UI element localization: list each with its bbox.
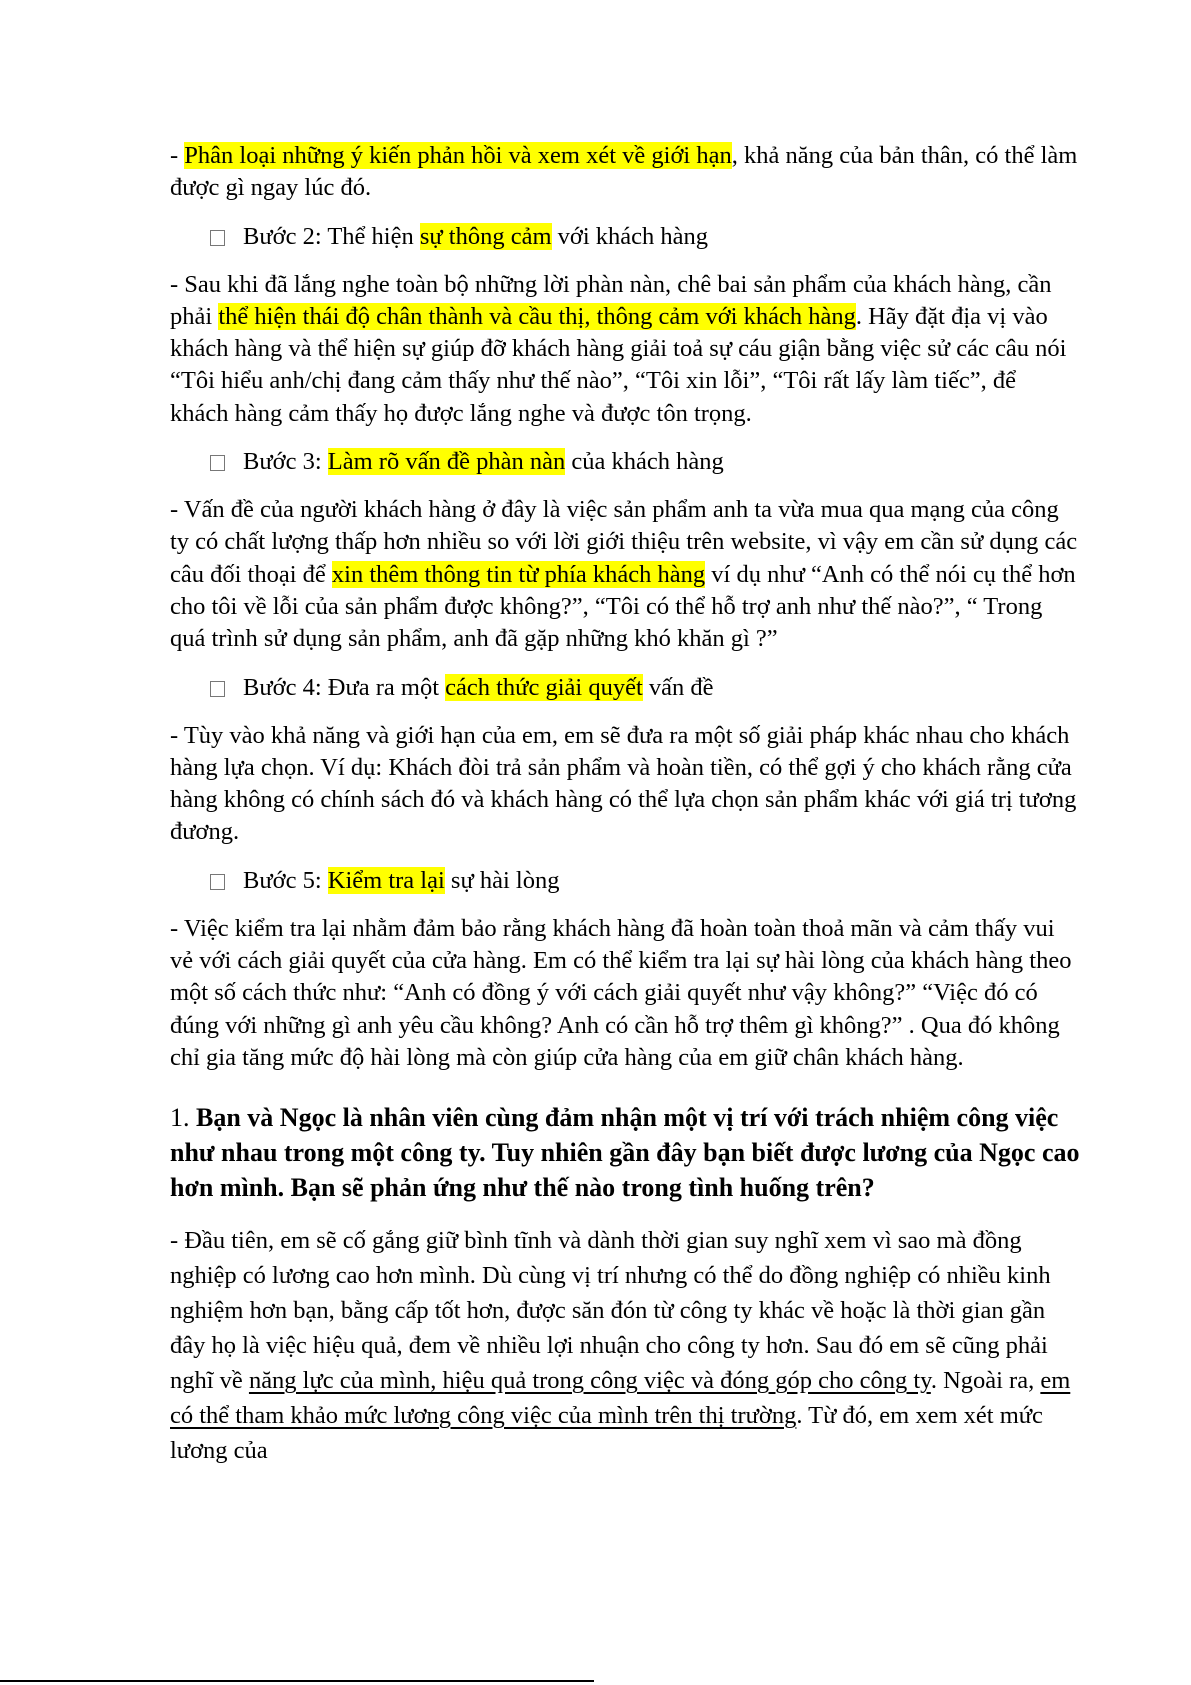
highlight-recheck: Kiểm tra lại [327,866,445,894]
highlight-sympathy: sự thông cảm [419,222,552,250]
highlight-classify-feedback: Phân loại những ý kiến phản hồi và xem xét về giới hạn [184,142,732,169]
paragraph-show-sympathy: - Sau khi đã lắng nghe toàn bộ những lời phàn nàn, chê bai sản phẩm của khách hàng, cần phải thể hiện thái độ chân thành và cầu thị, thông cảm với khách hàng. Hãy đặt địa vị vào khách hàng và thể hiện sự giúp đỡ khách hàng giải toả sự cáu giận bằng việc sử các câu nói “Tôi hiểu anh/chị đang cảm thấy như thế nào”, “Tôi xin lỗi”, “Tôi rất lấy làm tiếc”, để khách hàng cảm thấy họ được lắng nghe và được tôn trọng. [170,270,1067,427]
bullet-icon [210,681,225,697]
step-2-heading: Bước 2: Thể hiện sự thông cảm với khách hàng [170,221,1080,253]
question-text: Bạn và Ngọc là nhân viên cùng đảm nhận một vị trí với trách nhiệm công việc như nhau trong một công ty. Tuy nhiên gần đây bạn biết được lương của Ngọc cao hơn mình. Bạn sẽ phản ứng như thế nào trong tình huống trên? [170,1103,1080,1203]
highlight-clarify-complaint: Làm rõ vấn đề phàn nàn [327,448,566,476]
footnote-separator [0,1680,594,1682]
document-page [170,140,1080,1468]
step-3-heading: Bước 3: Làm rõ vấn đề phàn nàn của khách hàng [170,446,1080,478]
step-4-heading: Bước 4: Đưa ra một cách thức giải quyết vấn đề [170,672,1080,704]
paragraph-offer-solutions: - Tùy vào khả năng và giới hạn của em, em sẽ đưa ra một số giải pháp khác nhau cho khách hàng lựa chọn. Ví dụ: Khách đòi trả sản phẩm và hoàn tiền, có thể gợi ý cho khách rằng cửa hàng không có chính sách đó và khách hàng có thể lựa chọn sản phẩm khác với giá trị tương đương. [170,721,1077,846]
bullet-icon [210,455,225,471]
bullet-icon [210,874,225,890]
question-1 [170,1100,1080,1205]
step-5-heading: Bước 5: Kiểm tra lại sự hài lòng [170,865,1080,897]
highlight-resolution-method: cách thức giải quyết [445,673,643,701]
highlight-ask-more-info: xin thêm thông tin từ phía khách hàng [331,560,706,588]
highlight-sincere-attitude: thể hiện thái độ chân thành và cầu thị, thông cảm với khách hàng [218,302,856,330]
bullet-icon [210,230,225,246]
underline-own-ability: năng lực của mình, hiệu quả trong công việc và đóng góp cho công ty [248,1367,931,1395]
question-number: 1. [170,1103,196,1133]
paragraph-clarify-issue: - Vấn đề của người khách hàng ở đây là việc sản phẩm anh ta vừa mua qua mạng của công ty có chất lượng thấp hơn nhiều so với lời giới thiệu trên website, vì vậy em cần sử dụng các câu đối thoại để xin thêm thông tin từ phía khách hàng ví dụ như “Anh có thể nói cụ thể hơn cho tôi về lỗi của sản phẩm được không?”, “Tôi có thể hỗ trợ anh như thế nào?”, “ Trong quá trình sử dụng sản phẩm, anh đã gặp những khó khăn gì ?” [170,496,1078,653]
answer-1: - Đầu tiên, em sẽ cố gắng giữ bình tĩnh và dành thời gian suy nghĩ xem vì sao mà đồng nghiệp có lương cao hơn mình. Dù cùng vị trí nhưng có thể do đồng nghiệp có nhiều kinh nghiệm hơn bạn, bằng cấp tốt hơn, được săn đón từ công ty khác về hoặc là thời gian gần đây họ là việc hiệu quả, đem về nhiều lợi nhuận cho công ty hơn. Sau đó em sẽ cũng phải nghĩ về năng lực của mình, hiệu quả trong công việc và đóng góp cho công ty. Ngoài ra, em có thể tham khảo mức lương công việc của mình trên thị trường. Từ đó, em xem xét mức lương của [170,1227,1071,1465]
underline-market-salary: em có thể tham khảo mức lương công việc của mình trên thị trường [170,1367,1071,1430]
paragraph-check-satisfaction: - Việc kiểm tra lại nhằm đảm bảo rằng khách hàng đã hoàn toàn thoả mãn và cảm thấy vui vẻ với cách giải quyết của cửa hàng. Em có thể kiểm tra lại sự hài lòng của khách hàng theo một số cách thức như: “Anh có đồng ý với cách giải quyết như vậy không?” “Việc đó có đúng với những gì anh yêu cầu không? Anh có cần hỗ trợ thêm gì không?” . Qua đó không chỉ gia tăng mức độ hài lòng mà còn giúp cửa hàng của em giữ chân khách hàng. [170,914,1072,1071]
paragraph-classify-feedback: - Phân loại những ý kiến phản hồi và xem xét về giới hạn, khả năng của bản thân, có thể làm được gì ngay lúc đó. [170,142,1078,202]
